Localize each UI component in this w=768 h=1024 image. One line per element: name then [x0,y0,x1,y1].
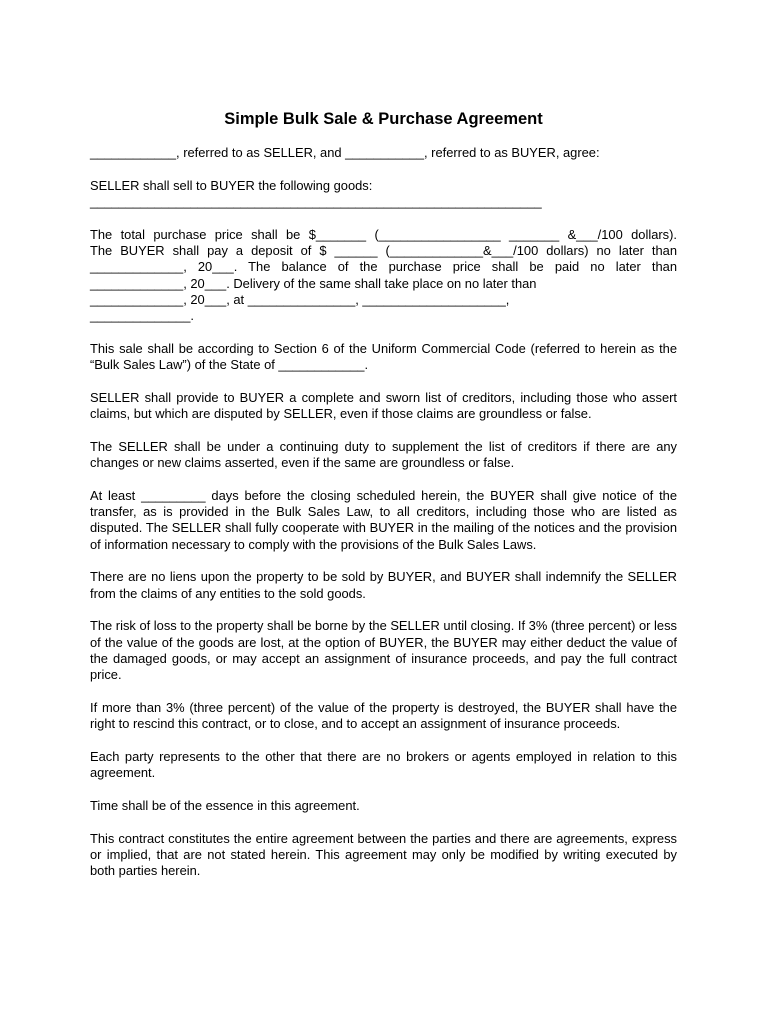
spacer [90,814,677,830]
spacer [90,684,677,700]
spacer [90,782,677,798]
liens-paragraph: There are no liens upon the property to be sold by BUYER, and BUYER shall indemnify the SELLER from the claims of any entities to the sold goods. [90,569,677,601]
spacer [90,471,677,487]
spacer [90,422,677,438]
price-line: _____________, 20___. The balance of the purchase price shall be paid no later than [90,259,677,275]
goods-blank-line: _______________________________________________________________ [90,193,542,209]
price-line: _____________, 20___, at _______________, ____________________, [90,291,510,307]
document-page [90,108,677,879]
spacer [90,210,677,226]
spacer [90,373,677,389]
destruction-paragraph: If more than 3% (three percent) of the value of the property is destroyed, the BUYER shall have the right to rescind this contract, or to close, and to accept an assignment of insurance proceeds. [90,699,677,732]
spacer [90,602,677,618]
brokers-paragraph: Each party represents to the other that there are no brokers or agents employed in relation to this agreement. [90,748,677,781]
price-line: The BUYER shall pay a deposit of $ ______ (_____________&___/100 dollars) no later than [90,242,677,258]
supplement-duty-paragraph: The SELLER shall be under a continuing duty to supplement the list of creditors if there are any changes or new claims asserted, even if the same are groundless or false. [90,438,677,471]
time-essence-paragraph: Time shall be of the essence in this agreement. [90,797,360,813]
document-title: Simple Bulk Sale & Purchase Agreement [224,110,543,128]
spacer [90,324,677,340]
notice-paragraph: At least _________ days before the closing scheduled herein, the BUYER shall give notice of the transfer, as is provided in the Bulk Sales Law, to all creditors, including those who are listed as disputed. The SELLER shall fully cooperate with BUYER in the mailing of the notices and the provision of information necessary to comply with the provisions of the Bulk Sales Laws. [90,487,677,552]
price-line: The total purchase price shall be $_______ (_________________ _______ &___/100 dollars). [90,226,677,242]
creditors-list-paragraph: SELLER shall provide to BUYER a complete and sworn list of creditors, including those who assert claims, but which are disputed by SELLER, even if those claims are groundless or false. [90,389,677,422]
goods-heading: SELLER shall sell to BUYER the following goods: [90,177,373,193]
price-paragraph [90,227,677,325]
intro-paragraph: ____________, referred to as SELLER, and ___________, referred to as BUYER, agree: [90,145,600,160]
price-line: _____________, 20___. Delivery of the same shall take place on no later than [90,275,537,291]
spacer [90,161,677,177]
risk-of-loss-paragraph: The risk of loss to the property shall be borne by the SELLER until closing. If 3% (three percent) or less of the value of the goods are lost, at the option of BUYER, the BUYER may either deduct the value of the damaged goods, or may accept an assignment of insurance proceeds, and pay the full contract price. [90,618,677,683]
ucc-paragraph: This sale shall be according to Section 6 of the Uniform Commercial Code (referred to herein as the “Bulk Sales Law”) of the State of ____________. [90,340,677,373]
spacer [90,553,677,569]
goods-paragraph [90,178,677,211]
spacer [90,733,677,749]
price-line: ______________. [90,308,194,324]
entire-agreement-paragraph: This contract constitutes the entire agreement between the parties and there are agreements, express or implied, that are not stated herein. This agreement may only be modified by writing executed by both parties herein. [90,830,677,879]
